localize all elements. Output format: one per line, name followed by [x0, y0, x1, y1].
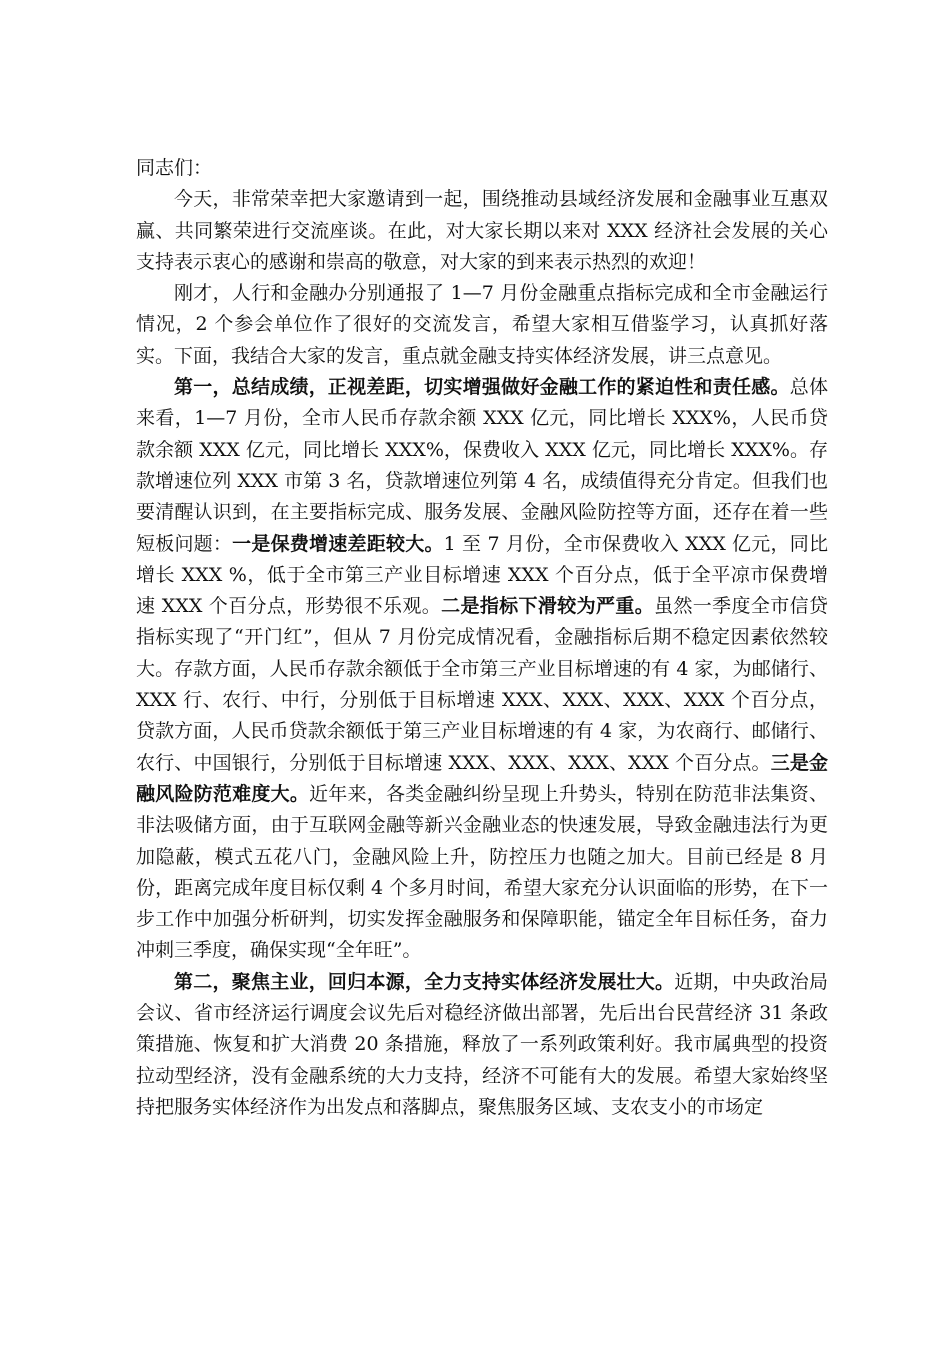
- point-one-text-2: 1 至 7 月份，全市保费收入 XXX 亿元，同比增长 XXX %，低于全市第三产业目标增速 XXX 个百分点，低于全平凉市保费增速 XXX 个百分点，形势很不乐观。: [136, 532, 828, 618]
- document-body: [136, 150, 828, 1123]
- salutation: 同志们：: [136, 157, 213, 179]
- point-two-text: 近期，中央政治局会议、省市经济运行调度会议先后对稳经济做出部署，先后出台民营经济 31 条政策措施、恢复和扩大消费 20 条措施，释放了一系列政策利好。我市属典型的投资拉动型经济，没有金融系统的大力支持，经济不可能有大的发展。希望大家始终坚持把服务实体经济作为出发点和落脚点，聚焦服务区域、支农支小的市场定: [136, 970, 828, 1118]
- paragraph-point-two: [136, 967, 828, 1123]
- point-one-sub-heading-2: 二是指标下滑较为严重。: [441, 595, 655, 618]
- point-one-heading: 第一，总结成绩，正视差距，切实增强做好金融工作的紧迫性和责任感。: [174, 376, 790, 399]
- point-one-text-4: 近年来，各类金融纠纷呈现上升势头，特别在防范非法集资、非法吸储方面，由于互联网金融等新兴金融业态的快速发展，导致金融违法行为更加隐蔽，模式五花八门，金融风险上升，防控压力也随之加大。目前已经是 8 月份，距离完成年度目标仅剩 4 个多月时间，希望大家充分认识面临的形势，在下一步工作中加强分析研判，切实发挥金融服务和保障职能，锚定全年目标任务，奋力冲刺三季度，确保实现“全年旺”。: [136, 782, 828, 962]
- point-one-sub-heading-1: 一是保费增速差距较大。: [232, 532, 444, 555]
- point-one-sub-heading-3: 三是金融风险防范难度大。: [136, 751, 828, 805]
- paragraph-point-one: [136, 372, 828, 967]
- paragraph-briefing: 刚才，人行和金融办分别通报了 1—7 月份金融重点指标完成和全市金融运行情况，2 个参会单位作了很好的交流发言，希望大家相互借鉴学习，认真抓好落实。下面，我结合大家的发言，重点就金融支持实体经济发展，讲三点意见。: [136, 282, 828, 367]
- point-two-heading: 第二，聚焦主业，回归本源，全力支持实体经济发展壮大。: [174, 970, 675, 993]
- point-one-text-3: 虽然一季度全市信贷指标实现了“开门红”，但从 7 月份完成情况看，金融指标后期不稳定因素依然较大。存款方面，人民币存款余额低于全市第三产业目标增速的有 4 家，为邮储行、XXX 行、农行、中行，分别低于目标增速 XXX、XXX、XXX、XXX 个百分点，贷款方面，人民币贷款余额低于第三产业目标增速的有 4 家，为农商行、邮储行、农行、中国银行，分别低于目标增速 XXX、XXX、XXX、XXX 个百分点。: [136, 595, 828, 774]
- paragraph-opening: 今天，非常荣幸把大家邀请到一起，围绕推动县域经济发展和金融事业互惠双赢、共同繁荣进行交流座谈。在此，对大家长期以来对 XXX 经济社会发展的关心支持表示衷心的感谢和崇高的敬意，对大家的到来表示热烈的欢迎！: [136, 188, 828, 273]
- point-one-text-1: 总体来看，1—7 月份，全市人民币存款余额 XXX 亿元，同比增长 XXX%，人民币贷款余额 XXX 亿元，同比增长 XXX%，保费收入 XXX 亿元，同比增长 XXX%。存款增速位列 XXX 市第 3 名，贷款增速位列第 4 名，成绩值得充分肯定。但我们也要清醒认识到，在主要指标完成、服务发展、金融风险防控等方面，还存在着一些短板问题：: [136, 376, 828, 555]
